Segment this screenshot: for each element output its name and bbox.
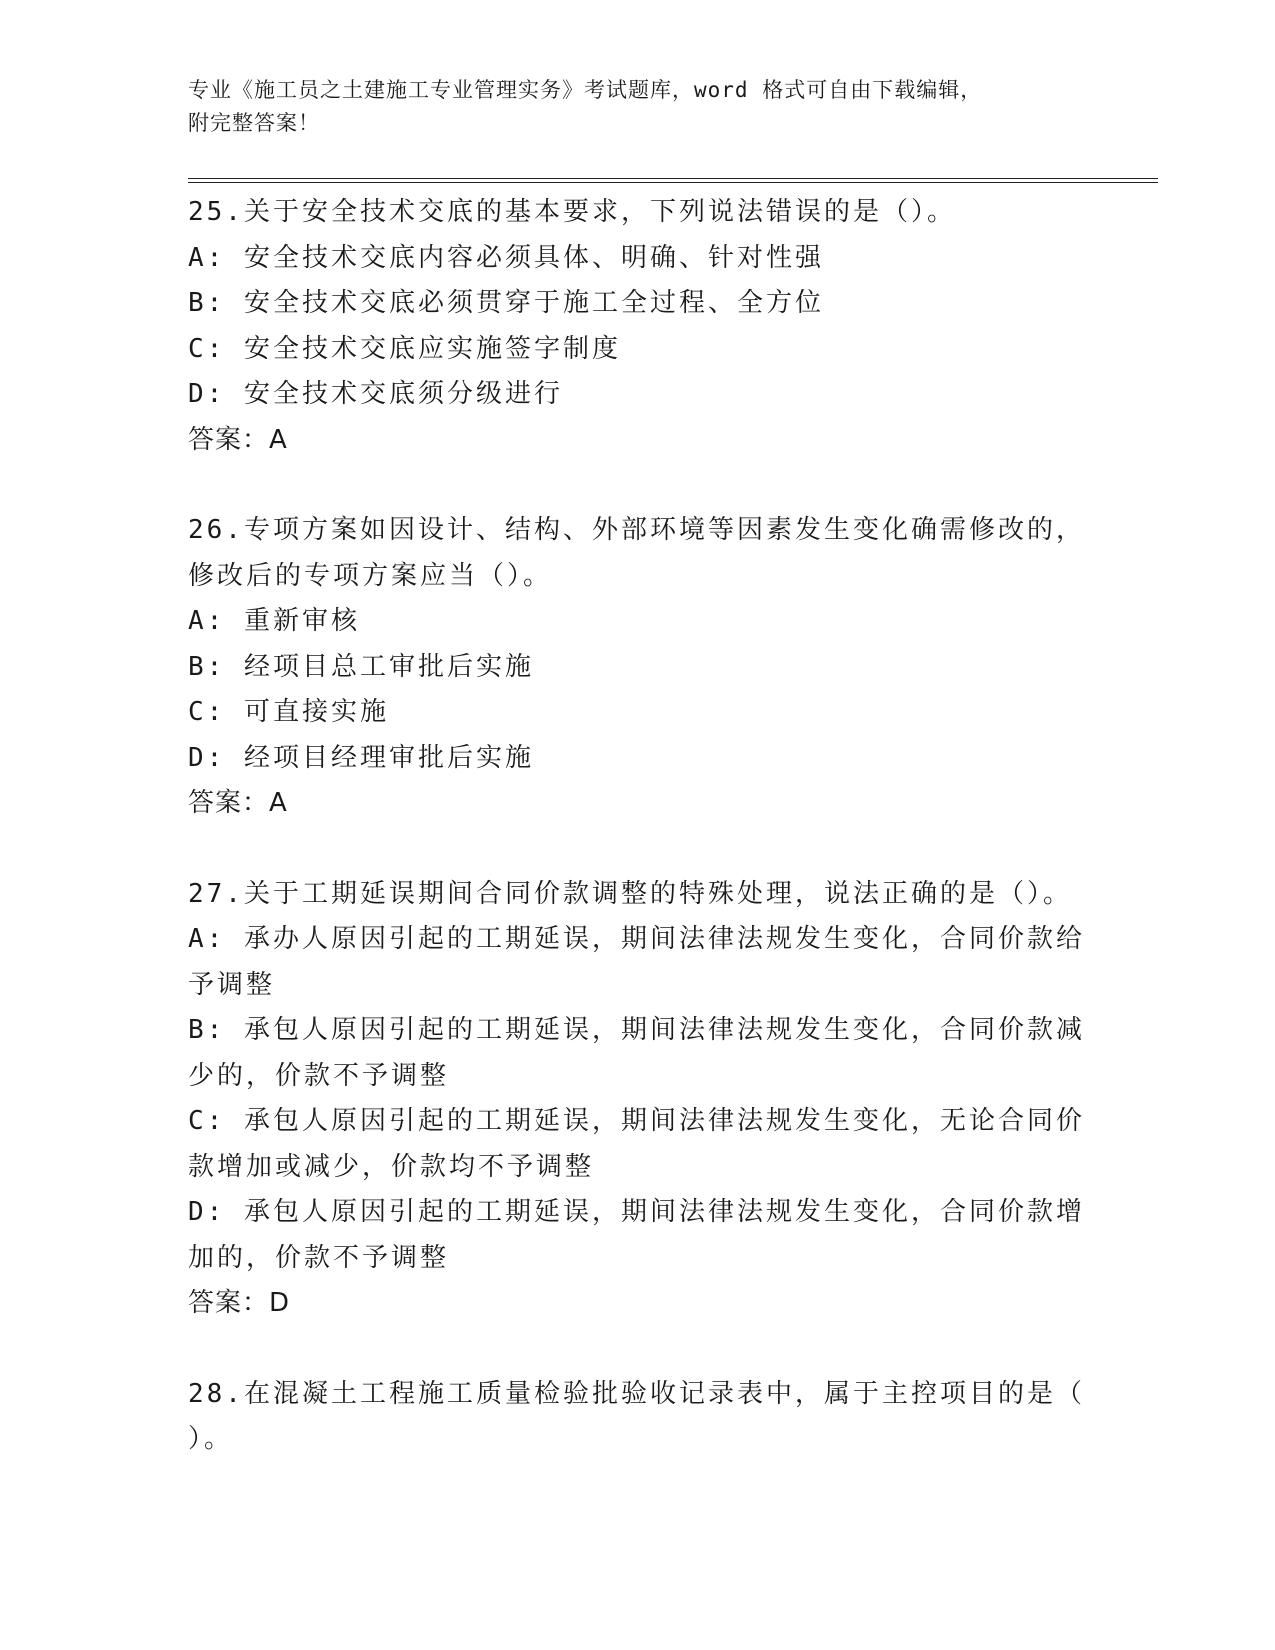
option-d: D: 经项目经理审批后实施 bbox=[188, 742, 534, 773]
option-d: D: 承包人原因引起的工期延误，期间法律法规发生变化，合同价款增 bbox=[188, 1197, 1085, 1227]
option-d-continued: 加的，价款不予调整 bbox=[188, 1242, 450, 1273]
question-28 bbox=[188, 1372, 1088, 1463]
document-page bbox=[188, 0, 1158, 1650]
option-a-continued: 予调整 bbox=[188, 969, 276, 1000]
option-b: B: 承包人原因引起的工期延误，期间法律法规发生变化，合同价款减 bbox=[188, 1015, 1085, 1045]
option-a: A: 承办人原因引起的工期延误，期间法律法规发生变化，合同价款给 bbox=[188, 924, 1085, 954]
question-27 bbox=[188, 872, 1088, 1327]
question-25 bbox=[188, 190, 1088, 463]
question-26 bbox=[188, 508, 1088, 827]
option-b: B: 安全技术交底必须贯穿于施工全过程、全方位 bbox=[188, 288, 824, 318]
header-double-rule bbox=[188, 178, 1158, 183]
answer-label: 答案：A bbox=[188, 424, 288, 455]
option-a: A: 重新审核 bbox=[188, 606, 360, 636]
question-list bbox=[188, 190, 1088, 1508]
option-d: D: 安全技术交底须分级进行 bbox=[188, 379, 563, 409]
question-stem: 28.在混凝土工程施工质量检验批验收记录表中，属于主控项目的是（ bbox=[188, 1378, 1085, 1409]
document-header bbox=[188, 74, 1088, 140]
question-stem: 26.专项方案如因设计、结构、外部环境等因素发生变化确需修改的， bbox=[188, 515, 1085, 545]
header-line-2: 附完整答案！ bbox=[188, 111, 320, 135]
header-line-1: 专业《施工员之土建施工专业管理实务》考试题库，word 格式可自由下载编辑， bbox=[188, 78, 983, 102]
option-a: A: 安全技术交底内容必须具体、明确、针对性强 bbox=[188, 242, 824, 273]
option-b: B: 经项目总工审批后实施 bbox=[188, 651, 534, 682]
question-stem-continued: ）。 bbox=[188, 1424, 234, 1454]
question-stem-continued: 修改后的专项方案应当（）。 bbox=[188, 560, 553, 591]
option-c-continued: 款增加或减少，价款均不予调整 bbox=[188, 1151, 595, 1182]
option-c: C: 可直接实施 bbox=[188, 697, 389, 727]
question-stem: 27.关于工期延误期间合同价款调整的特殊处理，说法正确的是（）。 bbox=[188, 878, 1072, 909]
option-b-continued: 少的，价款不予调整 bbox=[188, 1060, 450, 1091]
answer-label: 答案：D bbox=[188, 1288, 291, 1318]
answer-label: 答案：A bbox=[188, 788, 288, 818]
option-c: C: 安全技术交底应实施签字制度 bbox=[188, 333, 621, 364]
option-c: C: 承包人原因引起的工期延误，期间法律法规发生变化，无论合同价 bbox=[188, 1106, 1085, 1136]
question-stem: 25.关于安全技术交底的基本要求，下列说法错误的是（）。 bbox=[188, 197, 956, 227]
